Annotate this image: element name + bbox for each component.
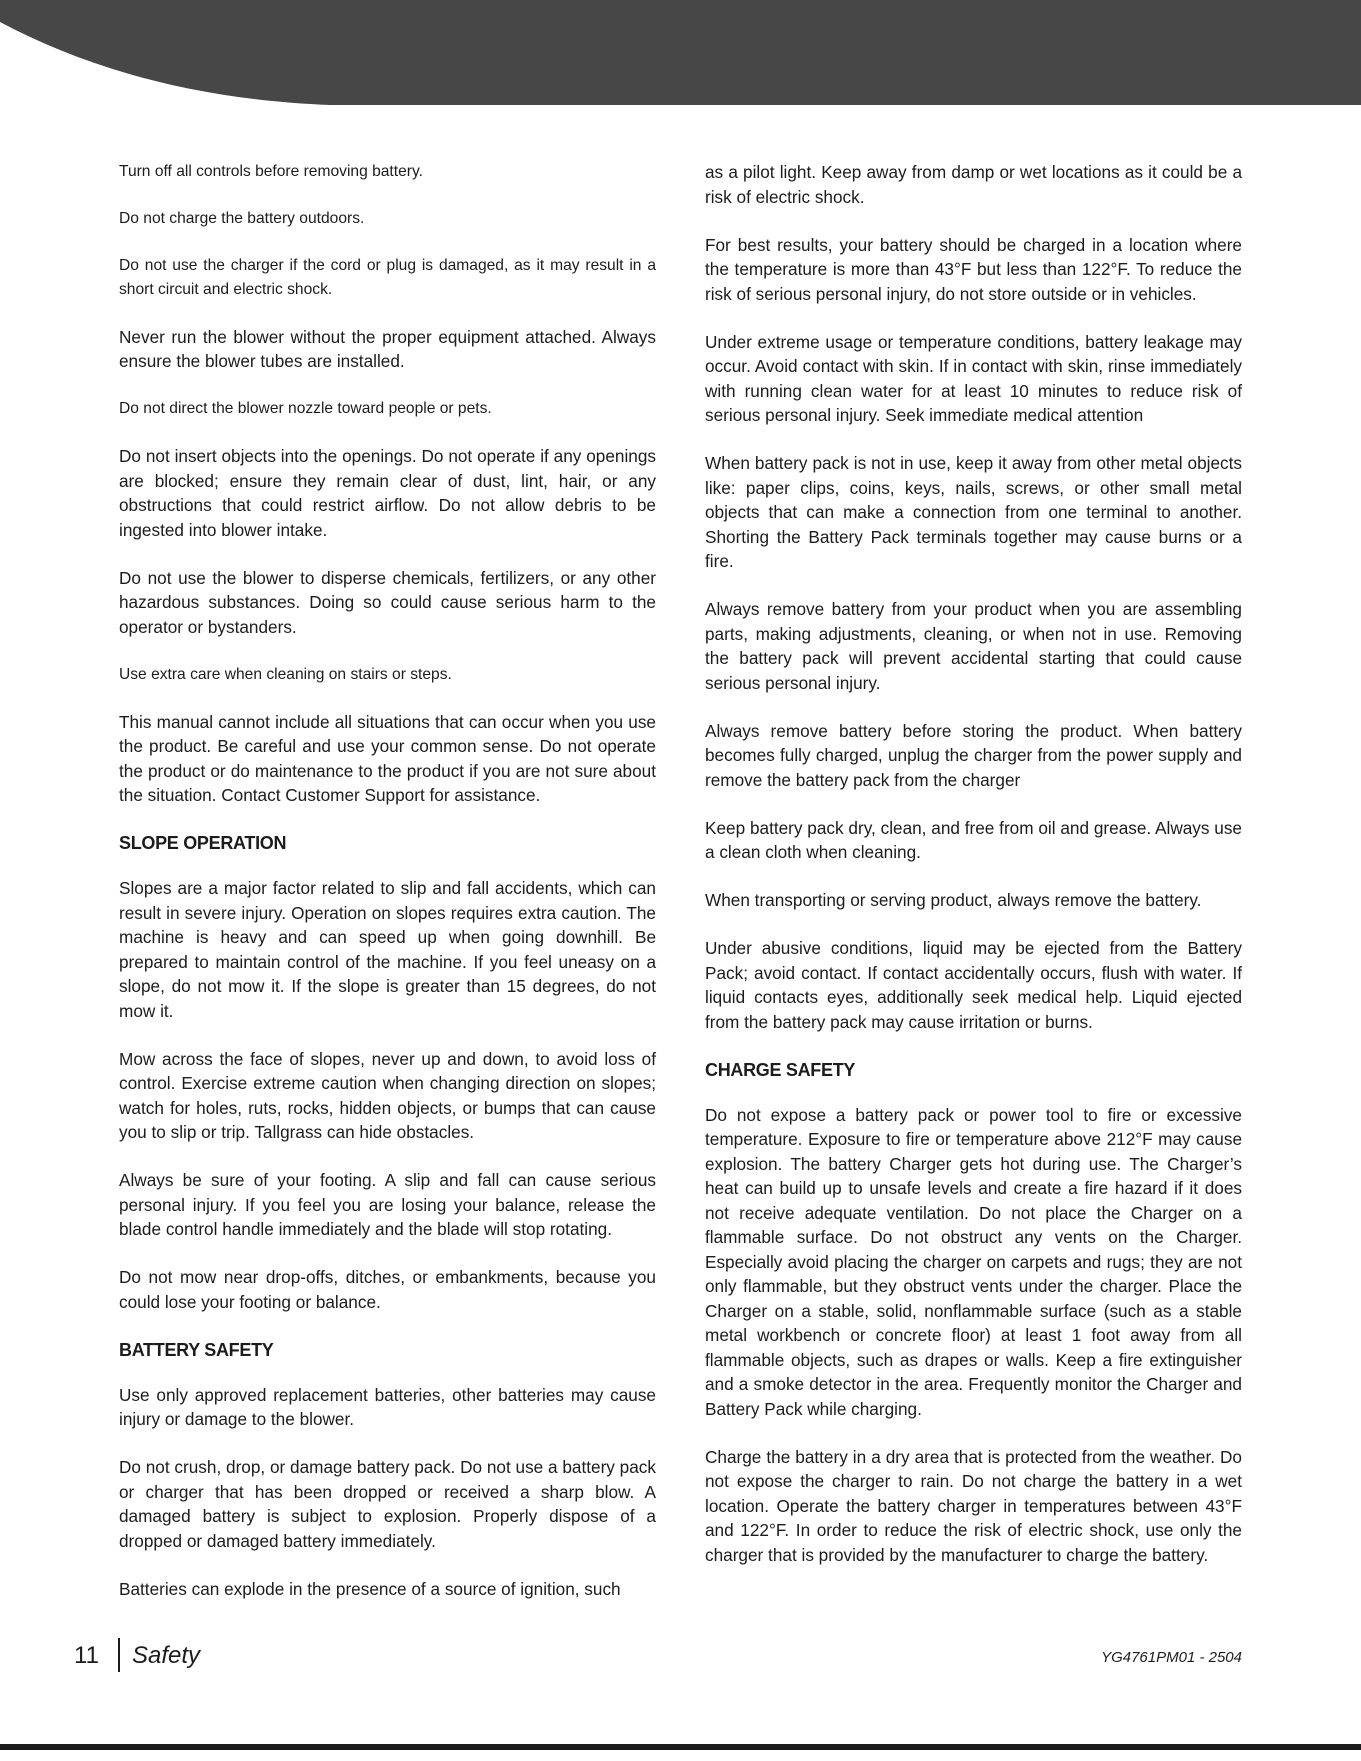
paragraph: Mow across the face of slopes, never up and down, to avoid loss of control. Exercise extreme caution when changing direction on slopes; watch for holes, ruts, rocks, hidden objects, or bumps that can cause you to slip or trip. Tallgrass can hide obstacles. xyxy=(119,1048,656,1142)
header-band xyxy=(0,0,1361,110)
paragraph: Do not mow near drop-offs, ditches, or embankments, because you could lose your footing or balance. xyxy=(119,1267,656,1312)
paragraph: Do not charge the battery outdoors. xyxy=(119,210,365,227)
paragraph: Do not insert objects into the openings. Do not operate if any openings are blocked; ensure they remain clear of dust, lint, hair, or any obstructions that could restrict airflow. Do not allow debris to be ingested into blower intake. xyxy=(119,446,656,540)
paragraph: Batteries can explode in the presence of a source of ignition, such xyxy=(119,1578,621,1599)
header-band-shape xyxy=(0,0,1361,105)
section-heading: BATTERY SAFETY xyxy=(119,1339,274,1360)
paragraph: Always remove battery from your product when you are assembling parts, making adjustments, cleaning, or when not in use. Removing the battery pack will prevent accidental starting that could cause serious personal injury. xyxy=(705,599,1242,693)
bottom-rule xyxy=(0,1744,1361,1750)
left-column xyxy=(119,160,656,1625)
page-footer xyxy=(74,1638,1254,1674)
paragraph: Never run the blower without the proper equipment attached. Always ensure the blower tubes are installed. xyxy=(119,326,656,371)
paragraph: as a pilot light. Keep away from damp or wet locations as it could be a risk of electric shock. xyxy=(705,162,1242,207)
paragraph: Turn off all controls before removing battery. xyxy=(119,163,423,180)
paragraph: Under extreme usage or temperature conditions, battery leakage may occur. Avoid contact with skin. If in contact with skin, rinse immediately with running clean water for at least 10 minutes to reduce risk of serious personal injury. Seek immediate medical attention xyxy=(705,331,1242,425)
paragraph: Do not crush, drop, or damage battery pack. Do not use a battery pack or charger that has been dropped or received a sharp blow. A damaged battery is subject to explosion. Properly dispose of a dropped or damaged battery immediately. xyxy=(119,1457,656,1551)
right-column xyxy=(705,160,1242,1591)
paragraph: Do not use the blower to disperse chemicals, fertilizers, or any other hazardous substances. Doing so could cause serious harm to the operator or bystanders. xyxy=(119,567,656,637)
paragraph: Do not expose a battery pack or power tool to fire or excessive temperature. Exposure to fire or temperature above 212°F may cause explosion. The battery Charger gets hot during use. The Charger’s heat can build up to unsafe levels and create a fire hazard if it does not receive adequate ventilation. Do not place the Charger on a flammable surface. Do not obstruct any vents on the Charger. Especially avoid placing the charger on carpets and rugs; they are not only flammable, but they obstruct vents under the charger. Place the Charger on a stable, solid, nonflammable surface (such as a stable metal workbench or concrete floor) at least 1 foot away from all flammable objects, such as drapes or walls. Keep a fire extinguisher and a smoke detector in the area. Frequently monitor the Charger and Battery Pack while charging. xyxy=(705,1104,1242,1419)
paragraph: This manual cannot include all situations that can occur when you use the product. Be careful and use your common sense. Do not operate the product or do maintenance to the product if you are not sure about the situation. Contact Customer Support for assistance. xyxy=(119,711,656,805)
paragraph: Always be sure of your footing. A slip and fall can cause serious personal injury. If you feel you are losing your balance, release the blade control handle immediately and the blade will stop rotating. xyxy=(119,1170,656,1239)
paragraph: For best results, your battery should be charged in a location where the temperature is more than 43°F but less than 122°F. To reduce the risk of serious personal injury, do not store outside or in vehicles. xyxy=(705,234,1242,304)
section-name: Safety xyxy=(132,1642,201,1669)
paragraph: Keep battery pack dry, clean, and free from oil and grease. Always use a clean cloth when cleaning. xyxy=(705,817,1242,862)
paragraph: Slopes are a major factor related to slip and fall accidents, which can result in severe injury. Operation on slopes requires extra caution. The machine is heavy and can speed up when going downhill. Be prepared to maintain control of the machine. If you feel uneasy on a slope, do not mow it. If the slope is greater than 15 degrees, do not mow it. xyxy=(119,878,656,1021)
paragraph: Under abusive conditions, liquid may be ejected from the Battery Pack; avoid contact. If contact accidentally occurs, flush with water. If liquid contacts eyes, additionally seek medical help. Liquid ejected from the battery pack may cause irritation or burns. xyxy=(705,938,1242,1032)
footer-divider xyxy=(118,1638,120,1672)
page-number: 11 xyxy=(74,1642,99,1669)
paragraph: Always remove battery before storing the product. When battery becomes fully charged, unplug the charger from the power supply and remove the battery pack from the charger xyxy=(705,720,1242,790)
paragraph: Charge the battery in a dry area that is protected from the weather. Do not expose the charger to rain. Do not charge the battery in a wet location. Operate the battery charger in temperatures between 43°F and 122°F. In order to reduce the risk of electric shock, use only the charger that is provided by the manufacturer to charge the battery. xyxy=(705,1446,1242,1565)
paragraph: When transporting or serving product, always remove the battery. xyxy=(705,890,1202,910)
section-heading: SLOPE OPERATION xyxy=(119,833,287,853)
paragraph: Use only approved replacement batteries, other batteries may cause injury or damage to the blower. xyxy=(119,1384,656,1429)
paragraph: Use extra care when cleaning on stairs or steps. xyxy=(119,665,452,683)
document-code: YG4761PM01 - 2504 xyxy=(1101,1649,1242,1666)
section-heading: CHARGE SAFETY xyxy=(705,1059,856,1080)
paragraph: Do not direct the blower nozzle toward people or pets. xyxy=(119,400,492,417)
paragraph: When battery pack is not in use, keep it away from other metal objects like: paper clips, coins, keys, nails, screws, or other small metal objects that can make a connection from one terminal to another. Shorting the Battery Pack terminals together may cause burns or a fire. xyxy=(705,453,1242,571)
paragraph: Do not use the charger if the cord or plug is damaged, as it may result in a short circuit and electric shock. xyxy=(119,257,656,298)
